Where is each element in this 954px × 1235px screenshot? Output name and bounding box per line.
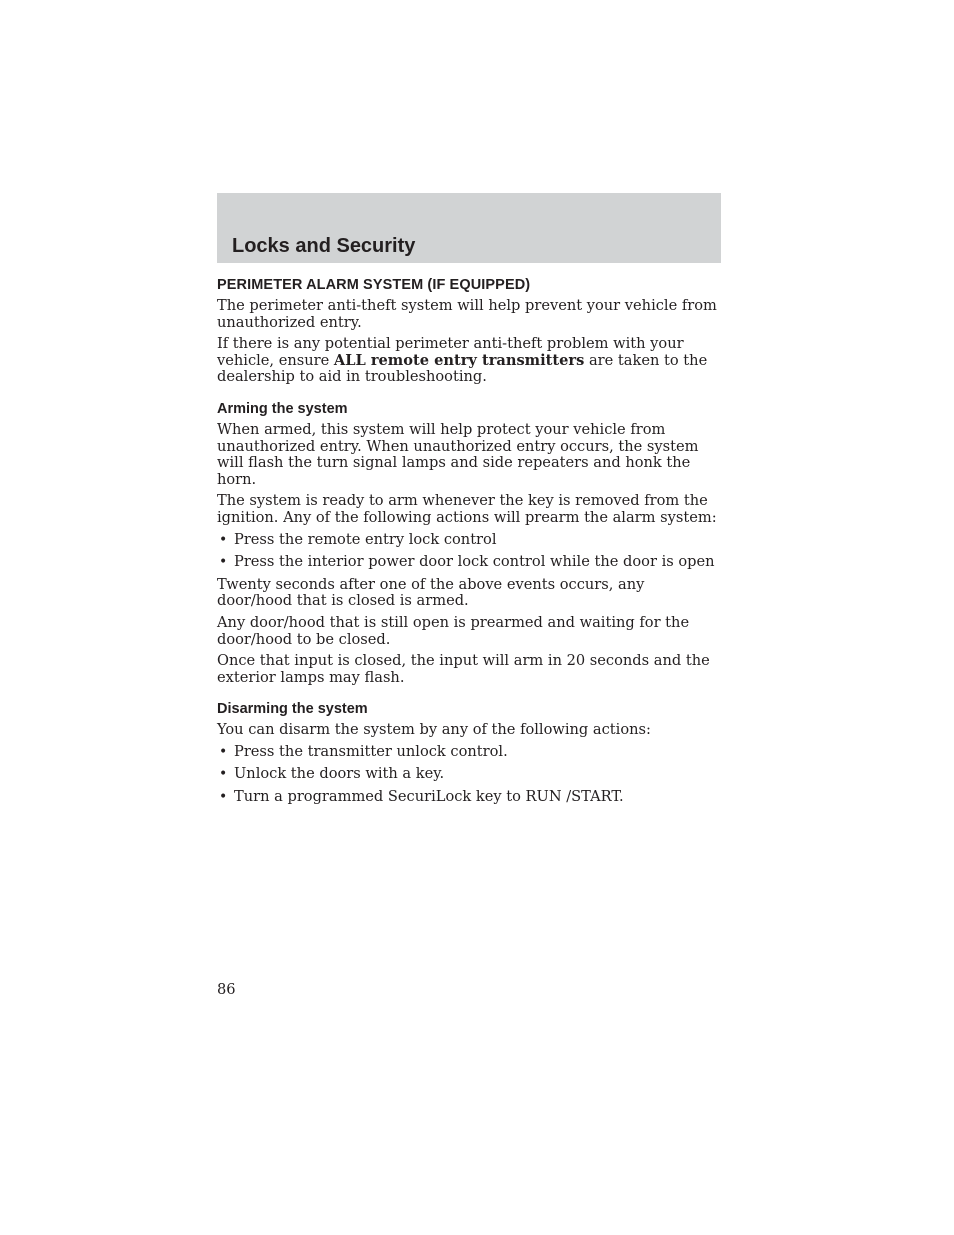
list-item-text: Turn a programmed SecuriLock key to RUN /START. xyxy=(234,788,624,806)
list-item xyxy=(217,554,721,571)
problem-bold-text: ALL remote entry transmitters xyxy=(333,351,585,369)
arming-heading: Arming the system xyxy=(217,400,348,417)
arming-paragraph-2: The system is ready to arm whenever the key is removed from the ignition. Any of the following actions will prearm the alarm system: xyxy=(217,492,717,526)
list-item-text: Press the transmitter unlock control. xyxy=(234,742,508,760)
disarming-paragraph-1: You can disarm the system by any of the following actions: xyxy=(217,721,651,739)
bullet-icon: • xyxy=(219,554,228,571)
bullet-icon: • xyxy=(219,789,228,806)
chapter-title: Locks and Security xyxy=(232,235,416,257)
list-item xyxy=(217,789,721,806)
chapter-header xyxy=(217,193,721,263)
problem-paragraph xyxy=(217,336,721,386)
bullet-icon: • xyxy=(219,743,228,760)
bullet-icon: • xyxy=(219,531,228,548)
list-item xyxy=(217,744,721,761)
intro-paragraph: The perimeter anti-theft system will help prevent your vehicle from unauthorized entry. xyxy=(217,297,717,331)
list-item xyxy=(217,766,721,783)
list-item xyxy=(217,532,721,549)
arming-paragraph-3: Twenty seconds after one of the above events occurs, any door/hood that is closed is armed. xyxy=(217,575,645,610)
disarming-bullet-list xyxy=(217,744,721,806)
problem-prefix: If there is any potential perimeter anti-theft problem with your vehicle, ensure xyxy=(217,335,684,369)
list-item-text: Press the remote entry lock control xyxy=(234,530,497,548)
arming-bullet-list xyxy=(217,532,721,571)
list-item-text: Press the interior power door lock control while the door is open xyxy=(234,553,715,571)
section-heading: PERIMETER ALARM SYSTEM (IF EQUIPPED) xyxy=(217,277,531,293)
arming-paragraph-1: When armed, this system will help protect your vehicle from unauthorized entry. When unauthorized entry occurs, the system will flash the turn signal lamps and side repeaters and honk the horn. xyxy=(217,420,699,488)
list-item-text: Unlock the doors with a key. xyxy=(234,765,445,783)
arming-paragraph-5: Once that input is closed, the input will arm in 20 seconds and the exterior lamps may flash. xyxy=(217,652,710,686)
page-number: 86 xyxy=(217,981,236,998)
arming-paragraph-4: Any door/hood that is still open is prearmed and waiting for the door/hood to be closed. xyxy=(217,613,690,648)
disarming-heading: Disarming the system xyxy=(217,701,368,718)
bullet-icon: • xyxy=(219,766,228,783)
page-content xyxy=(217,276,721,812)
problem-suffix: are taken to the dealership to aid in troubleshooting. xyxy=(217,351,708,386)
